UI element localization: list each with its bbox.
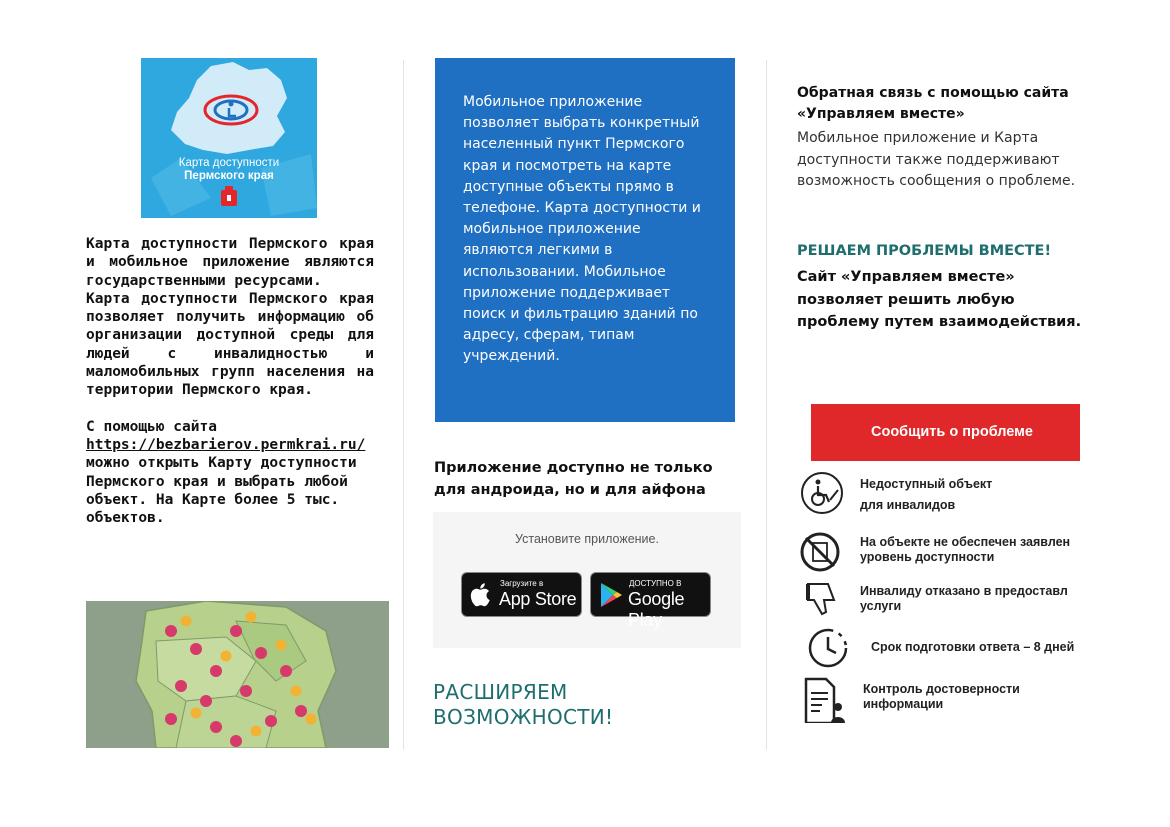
google-play-icon (599, 582, 623, 608)
apple-icon (470, 582, 494, 608)
accessibility-map-logo (141, 58, 317, 218)
google-play-label: Google Play (628, 589, 685, 630)
column-divider-right (766, 60, 767, 750)
site-description: можно открыть Карту доступности Пермского края и выбрать любой объект. На Карте более 5 тыс. объектов. (86, 455, 357, 527)
feature-5-line2: информации (863, 697, 944, 711)
logo-title-line1: Карта доступности (178, 157, 280, 169)
feature-3-line2: услуги (860, 599, 902, 613)
site-paragraph (86, 418, 374, 528)
thumbs-down-icon (798, 578, 846, 624)
feature-response-time (798, 625, 1080, 671)
mobile-app-info-panel (435, 58, 735, 422)
feature-1-line1: Недоступный объект (860, 477, 993, 491)
intro-paragraph-resources: Карта доступности Пермского края и мобильное приложение являются государственными ресурсами. (86, 236, 374, 289)
report-problem-button[interactable]: Сообщить о проблеме (811, 404, 1080, 461)
no-entry-icon (798, 530, 846, 576)
feedback-heading: Обратная связь с помощью сайта «Управляем вместе» (797, 85, 1069, 122)
install-hint: Установите приложение. (515, 532, 659, 546)
site-intro: С помощью сайта (86, 418, 217, 435)
feature-service-refused (798, 578, 1080, 624)
feature-1-line2: для инвалидов (860, 498, 956, 512)
mobile-app-description: Мобильное приложение позволяет выбрать конкретный населенный пункт Пермского края и посмотреть на карте доступные объекты прямо в телефоне. Карта доступности и мобильное приложение являются легкими в использовании. Мобильное приложение поддерживает поиск и фильтрацию зданий по адресу, сферам, типам учреждений. (463, 94, 701, 365)
feature-accessibility-level (798, 530, 1080, 576)
document-check-icon (798, 677, 854, 723)
feature-3-line1: Инвалиду отказано в предоставл (860, 584, 1068, 598)
app-store-label: App Store (499, 589, 577, 609)
feature-4-line1: Срок подготовки ответа – 8 дней (871, 640, 1075, 654)
google-play-button[interactable] (590, 572, 711, 630)
region-map-image (86, 601, 389, 748)
expand-opportunities-title (433, 680, 618, 730)
manage-together-text: Сайт «Управляем вместе» позволяет решить любую проблему путем взаимодействия. (797, 269, 1082, 330)
app-install-panel (433, 512, 741, 648)
feedback-body: Мобильное приложение и Карта доступности также поддерживают возможность сообщения о проблеме. (797, 130, 1076, 189)
app-store-small-label: Загрузите в (500, 579, 544, 588)
column-divider-left (403, 60, 404, 750)
platform-availability-text: Приложение доступно не только для андроида, но и для айфона (434, 460, 713, 498)
expand-title-text: РАСШИРЯЕМ ВОЗМОЖНОСТИ! (433, 680, 614, 729)
clock-icon (798, 625, 854, 671)
logo-title-line2: Пермского края (184, 170, 274, 182)
intro-text-block (86, 235, 374, 527)
site-link[interactable]: https://bezbarierov.permkrai.ru/ (86, 436, 366, 453)
feature-info-control (798, 677, 1080, 723)
google-play-small-label: ДОСТУПНО В (629, 579, 682, 588)
wheelchair-icon (798, 470, 846, 516)
perm-region-silhouette (141, 58, 317, 218)
app-store-button[interactable] (461, 572, 582, 617)
feature-inaccessible-object (798, 470, 1080, 516)
feature-2-line1: На объекте не обеспечен заявлен (860, 535, 1071, 549)
intro-paragraph-purpose: Карта доступности Пермского края позволяет получить информацию об организации доступной среды для людей с инвалидностью и маломобильных групп населения на территории Пермского края. (86, 290, 374, 399)
feature-2-line2: уровень доступности (860, 550, 995, 564)
feature-5-line1: Контроль достоверности (863, 682, 1020, 696)
solve-together-heading: РЕШАЕМ ПРОБЛЕМЫ ВМЕСТЕ! (797, 243, 1052, 259)
map-illustration (86, 601, 389, 748)
